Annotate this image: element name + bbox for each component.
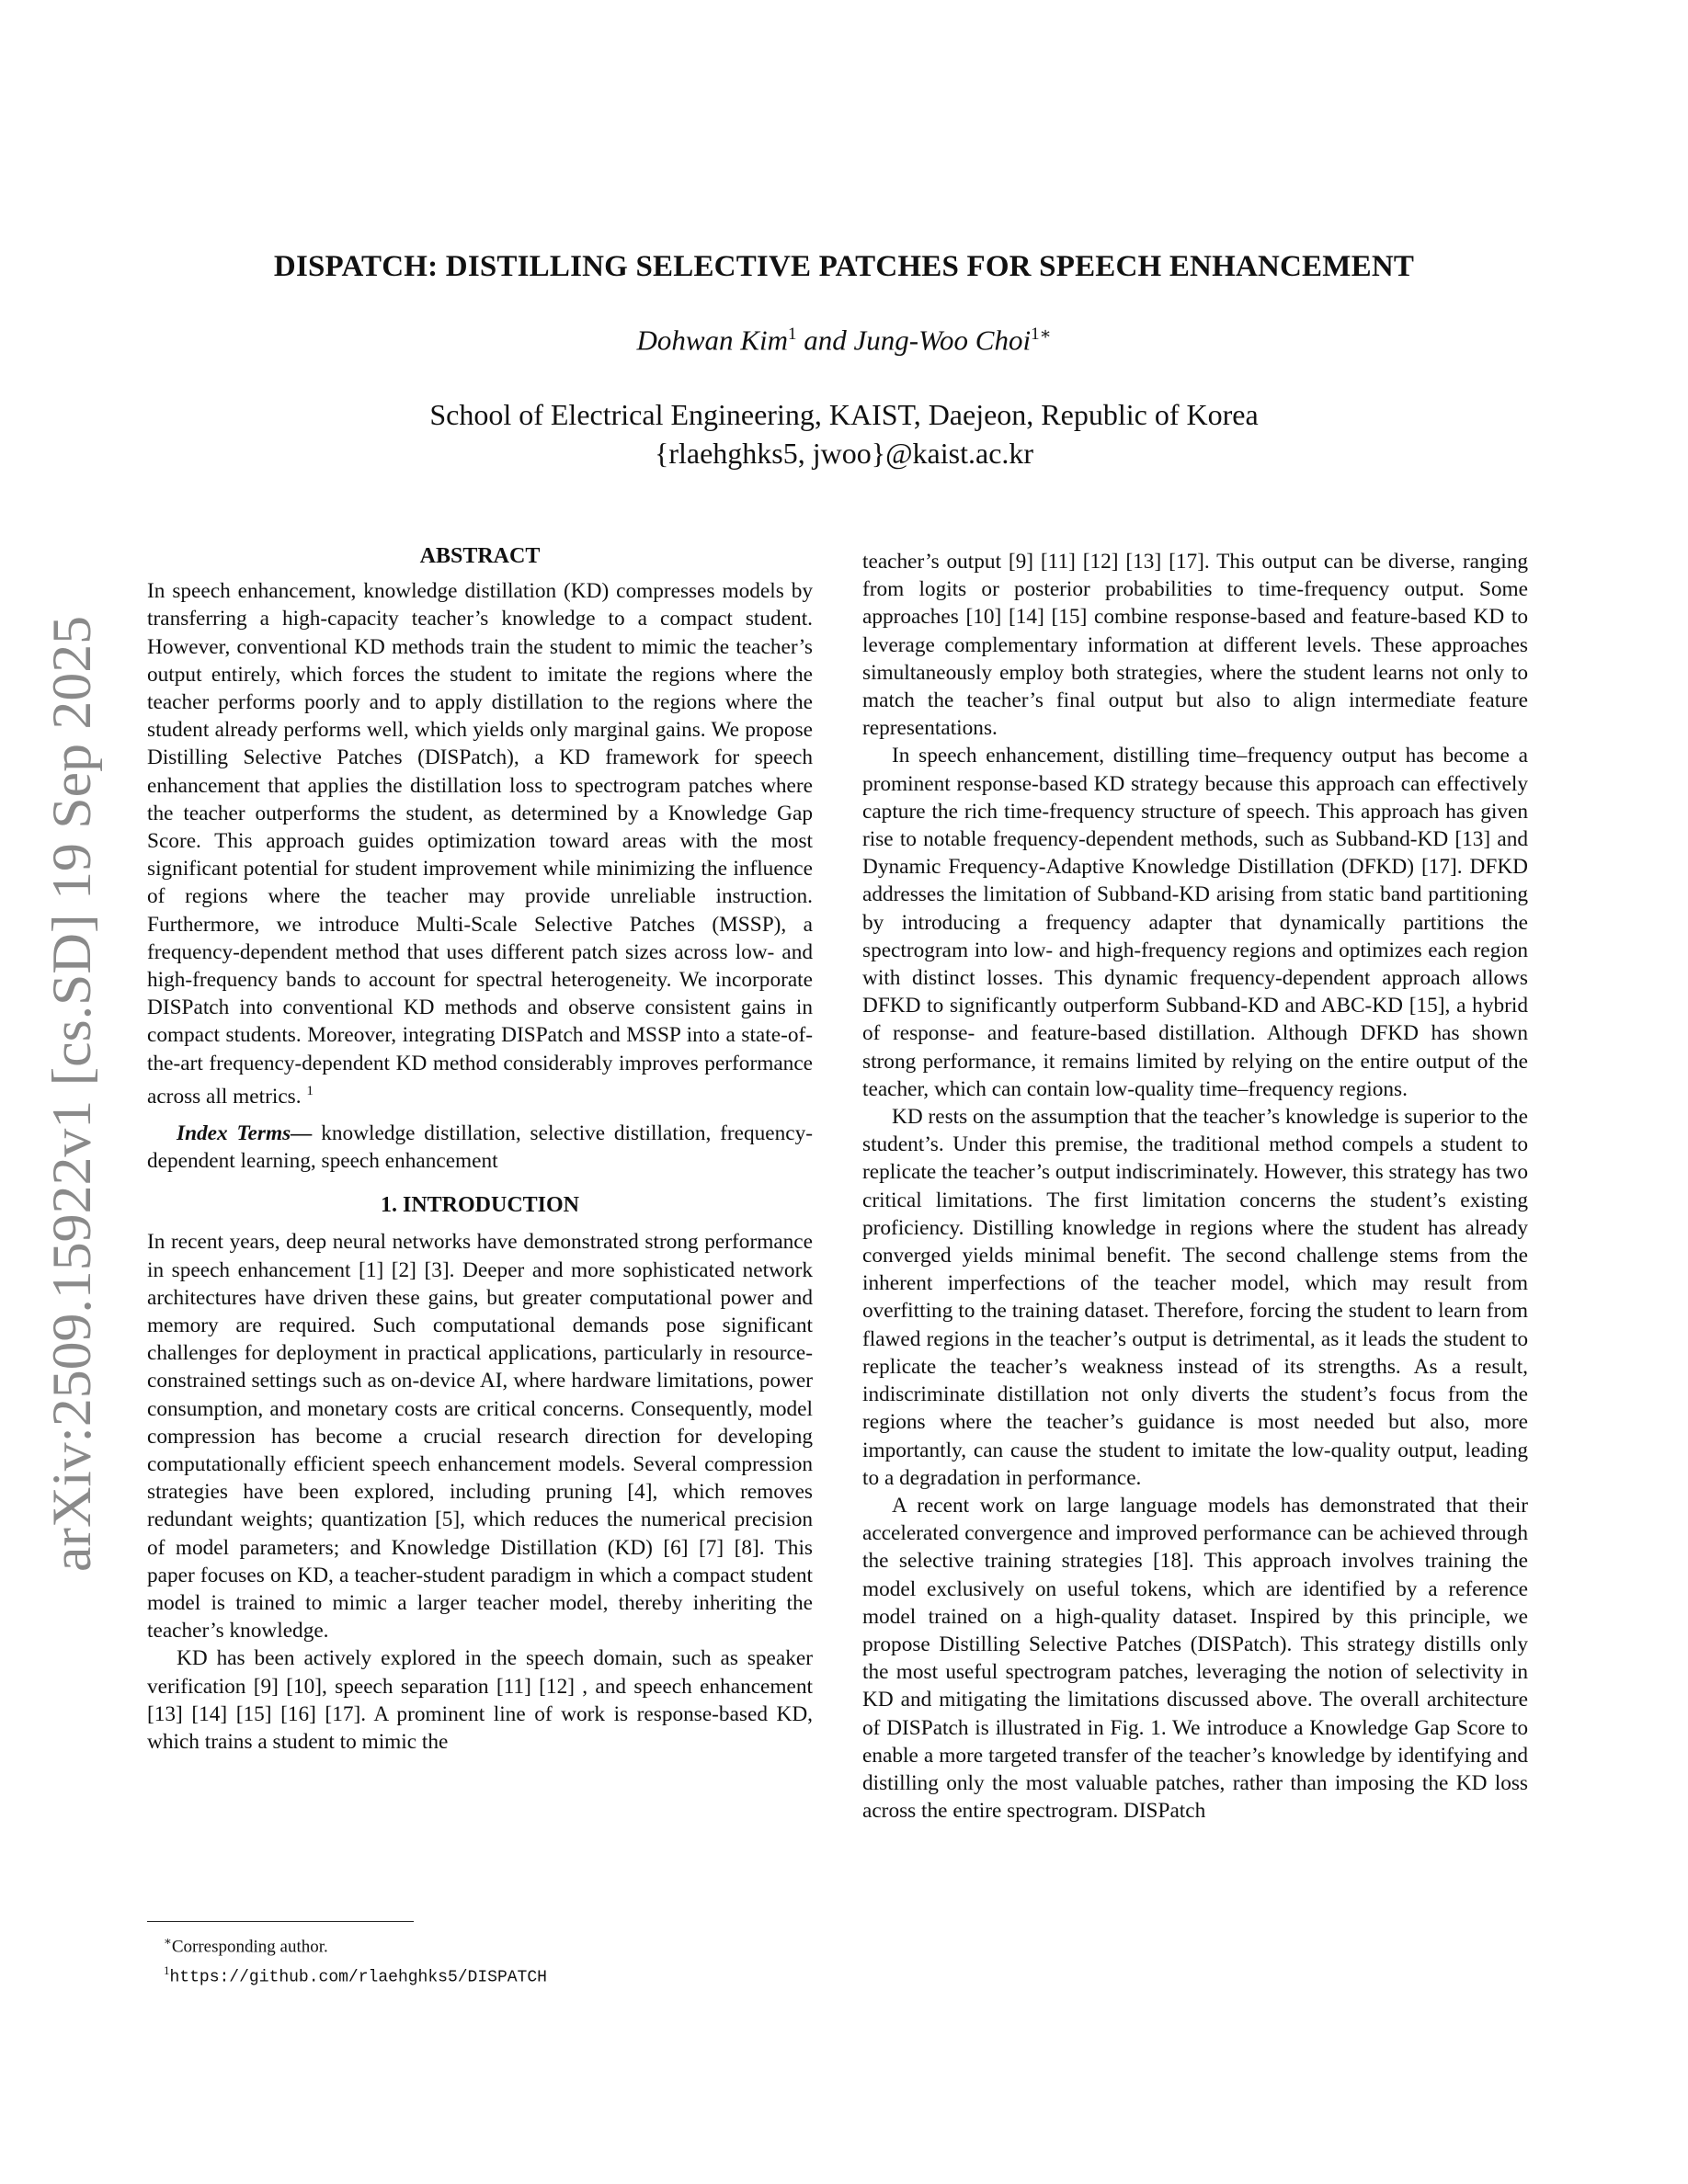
intro-paragraph-2: KD has been actively explored in the speech domain, such as speaker verification [9] [10], speech separation [11] [12] , and speech enhancement [13] [14] [15] [16] [17]. A prominent line of work is response-based KD, which trains a student to mimic the (147, 1646, 813, 1755)
footnote-corresponding (147, 1929, 813, 1959)
intro-paragraph-1: In recent years, deep neural networks have demonstrated strong performance in speech enhancement [1] [2] [3]. Deeper and more sophisticated network architectures have driven these gains, but greater computational power and memory are required. Such computational demands pose significant challenges for deployment in practical applications, particularly in resource-constrained settings such as on-device AI, where hardware limitations, power consumption, and monetary costs are critical concerns. Consequently, model compression has become a crucial research direction for developing computationally efficient speech enhancement models. Several compression strategies have been explored, including pruning [4], which removes redundant weights; quantization [5], which reduces the numerical precision of model parameters; and Knowledge Distillation (KD) [6] [7] [8]. This paper focuses on KD, a teacher-student paradigm in which a compact student model is trained to mimic a larger teacher model, thereby inheriting the teacher’s knowledge. (147, 1230, 813, 1644)
intro-paragraph-5: KD rests on the assumption that the teacher’s knowledge is superior to the student’s. Under this premise, the traditional method compels a student to replicate the teacher’s output indiscriminately. However, this strategy has two critical limitations. The first limitation concerns the student’s existing proficiency. Distilling knowledge in regions where the student has already converged yields minimal benefit. The second challenge stems from the inherent imperfections of the teacher model, which may result from overfitting to the training dataset. Therefore, forcing the student to learn from flawed regions in the teacher’s output is detrimental, as it leads the student to replicate the teacher’s weakness instead of its strengths. As a result, indiscriminate distillation not only diverts the student’s focus from the regions where the teacher’s guidance is most needed but also, more importantly, can cause the student to imitate the low-quality output, leading to a degradation in performance. (862, 1105, 1528, 1490)
email: {rlaehghks5, jwoo}@kaist.ac.kr (654, 437, 1034, 470)
author-line (0, 324, 1688, 357)
paper-title: DISPATCH: DISTILLING SELECTIVE PATCHES FOR SPEECH ENHANCEMENT (273, 250, 1415, 283)
abstract-footnote-mark: 1 (306, 1083, 314, 1098)
footnotes (147, 1921, 813, 1990)
affiliation: School of Electrical Engineering, KAIST, Daejeon, Republic of Korea (429, 398, 1259, 431)
author-1-affil-mark: 1 (787, 324, 797, 344)
author-2-affil-mark: 1∗ (1031, 324, 1052, 344)
footnote-url-line (147, 1959, 813, 1989)
intro-paragraph-6: A recent work on large language models has demonstrated that their accelerated convergence and improved performance can be achieved through the selective training strategies [18]. This approach involves training the model exclusively on useful tokens, which are identified by a reference model trained on a high-quality dataset. Inspired by this principle, we propose Distilling Selective Patches (DISPatch). This strategy distills only the most useful spectrogram patches, leveraging the notion of selectivity in KD and mitigating the limitations discussed above. The overall architecture of DISPatch is illustrated in Fig. 1. We introduce a Knowledge Gap Score to enable a more targeted transfer of the teacher’s knowledge by identifying and distilling only the most valuable patches, rather than imposing the KD loss across the entire spectrogram. DISPatch (862, 1493, 1528, 1824)
footnote-corresponding-text: Corresponding author. (171, 1937, 328, 1957)
index-terms-label: Index Terms— (177, 1120, 313, 1145)
right-column (862, 548, 1528, 1825)
index-terms-text: knowledge distillation, selective distillation, frequency-dependent learning, speech enhancement (147, 1120, 814, 1174)
intro-paragraph-3: teacher’s output [9] [11] [12] [13] [17]. This output can be diverse, ranging from logits or posterior probabilities to time-frequency output. Some approaches [10] [14] [15] combine response-based and feature-based KD to leverage complementary information at different levels. These approaches simultaneously employ both strategies, where the student learns not only to match the teacher’s final output but also to align intermediate feature representations. (862, 550, 1528, 741)
abstract-paragraph (147, 577, 813, 1110)
footnote-rule (147, 1921, 414, 1922)
arxiv-stamp-svg (18, 597, 129, 1609)
author-2: Jung-Woo Choi (853, 324, 1032, 357)
affiliation-block (0, 395, 1688, 472)
intro-paragraph-4: In speech enhancement, distilling time–frequency output has become a prominent response-based KD strategy because this approach can effectively capture the rich time-frequency structure of speech. This approach has given rise to notable frequency-dependent methods, such as Subband-KD [13] and Dynamic Frequency-Adaptive Knowledge Distillation (DFKD) [17]. DFKD addresses the limitation of Subband-KD arising from static band partitioning by introducing a frequency adapter that dynamically partitions the spectrogram into low- and high-frequency regions and optimizes each region with distinct losses. This dynamic frequency-dependent approach allows DFKD to significantly outperform Subband-KD and ABC-KD [15], a hybrid of response- and feature-based distillation. Although DFKD has shown strong performance, it remains limited by relying on the entire output of the teacher, which can contain low-quality time–frequency regions. (862, 744, 1528, 1101)
abstract-heading: ABSTRACT (419, 544, 541, 568)
arxiv-stamp (18, 597, 129, 1609)
footnote-corresponding-mark: ∗ (164, 1934, 172, 1948)
abstract-text: In speech enhancement, knowledge distillation (KD) compresses models by transferring a high-capacity teacher’s knowledge to a compact student. However, conventional KD methods train the student to mimic the teacher’s output entirely, which forces the student to imitate the regions where the teacher performs poorly and to apply distillation to the regions where the student already performs well, which yields only marginal gains. We propose Distilling Selective Patches (DISPatch), a KD framework for speech enhancement that applies the distillation loss to spectrogram patches where the teacher outperforms the student, as determined by a Knowledge Gap Score. This approach guides optimization toward areas with the most significant potential for student improvement while minimizing the influence of regions where the teacher may provide unreliable instruction. Furthermore, we introduce Multi-Scale Selective Patches (MSSP), a frequency-dependent method that uses different patch sizes across low- and high-frequency bands to account for spectral heterogeneity. We incorporate DISPatch into conventional KD methods and observe consistent gains in compact students. Moreover, integrating DISPatch and MSSP into a state-of-the-art frequency-dependent KD method considerably improves performance across all metrics. (147, 579, 813, 1109)
index-terms (147, 1120, 813, 1175)
author-joiner: and (796, 324, 854, 357)
footnote-github-link[interactable]: https://github.com/rlaehghks5/DISPATCH (169, 1968, 547, 1987)
arxiv-id-text: arXiv:2509.15922v1 [cs.SD] 19 Sep 2025 (41, 643, 102, 1572)
author-1: Dohwan Kim (636, 324, 788, 357)
introduction-heading: 1. INTRODUCTION (380, 1193, 580, 1218)
left-column (147, 542, 813, 1756)
footnote-url-mark: 1 (164, 1963, 170, 1978)
